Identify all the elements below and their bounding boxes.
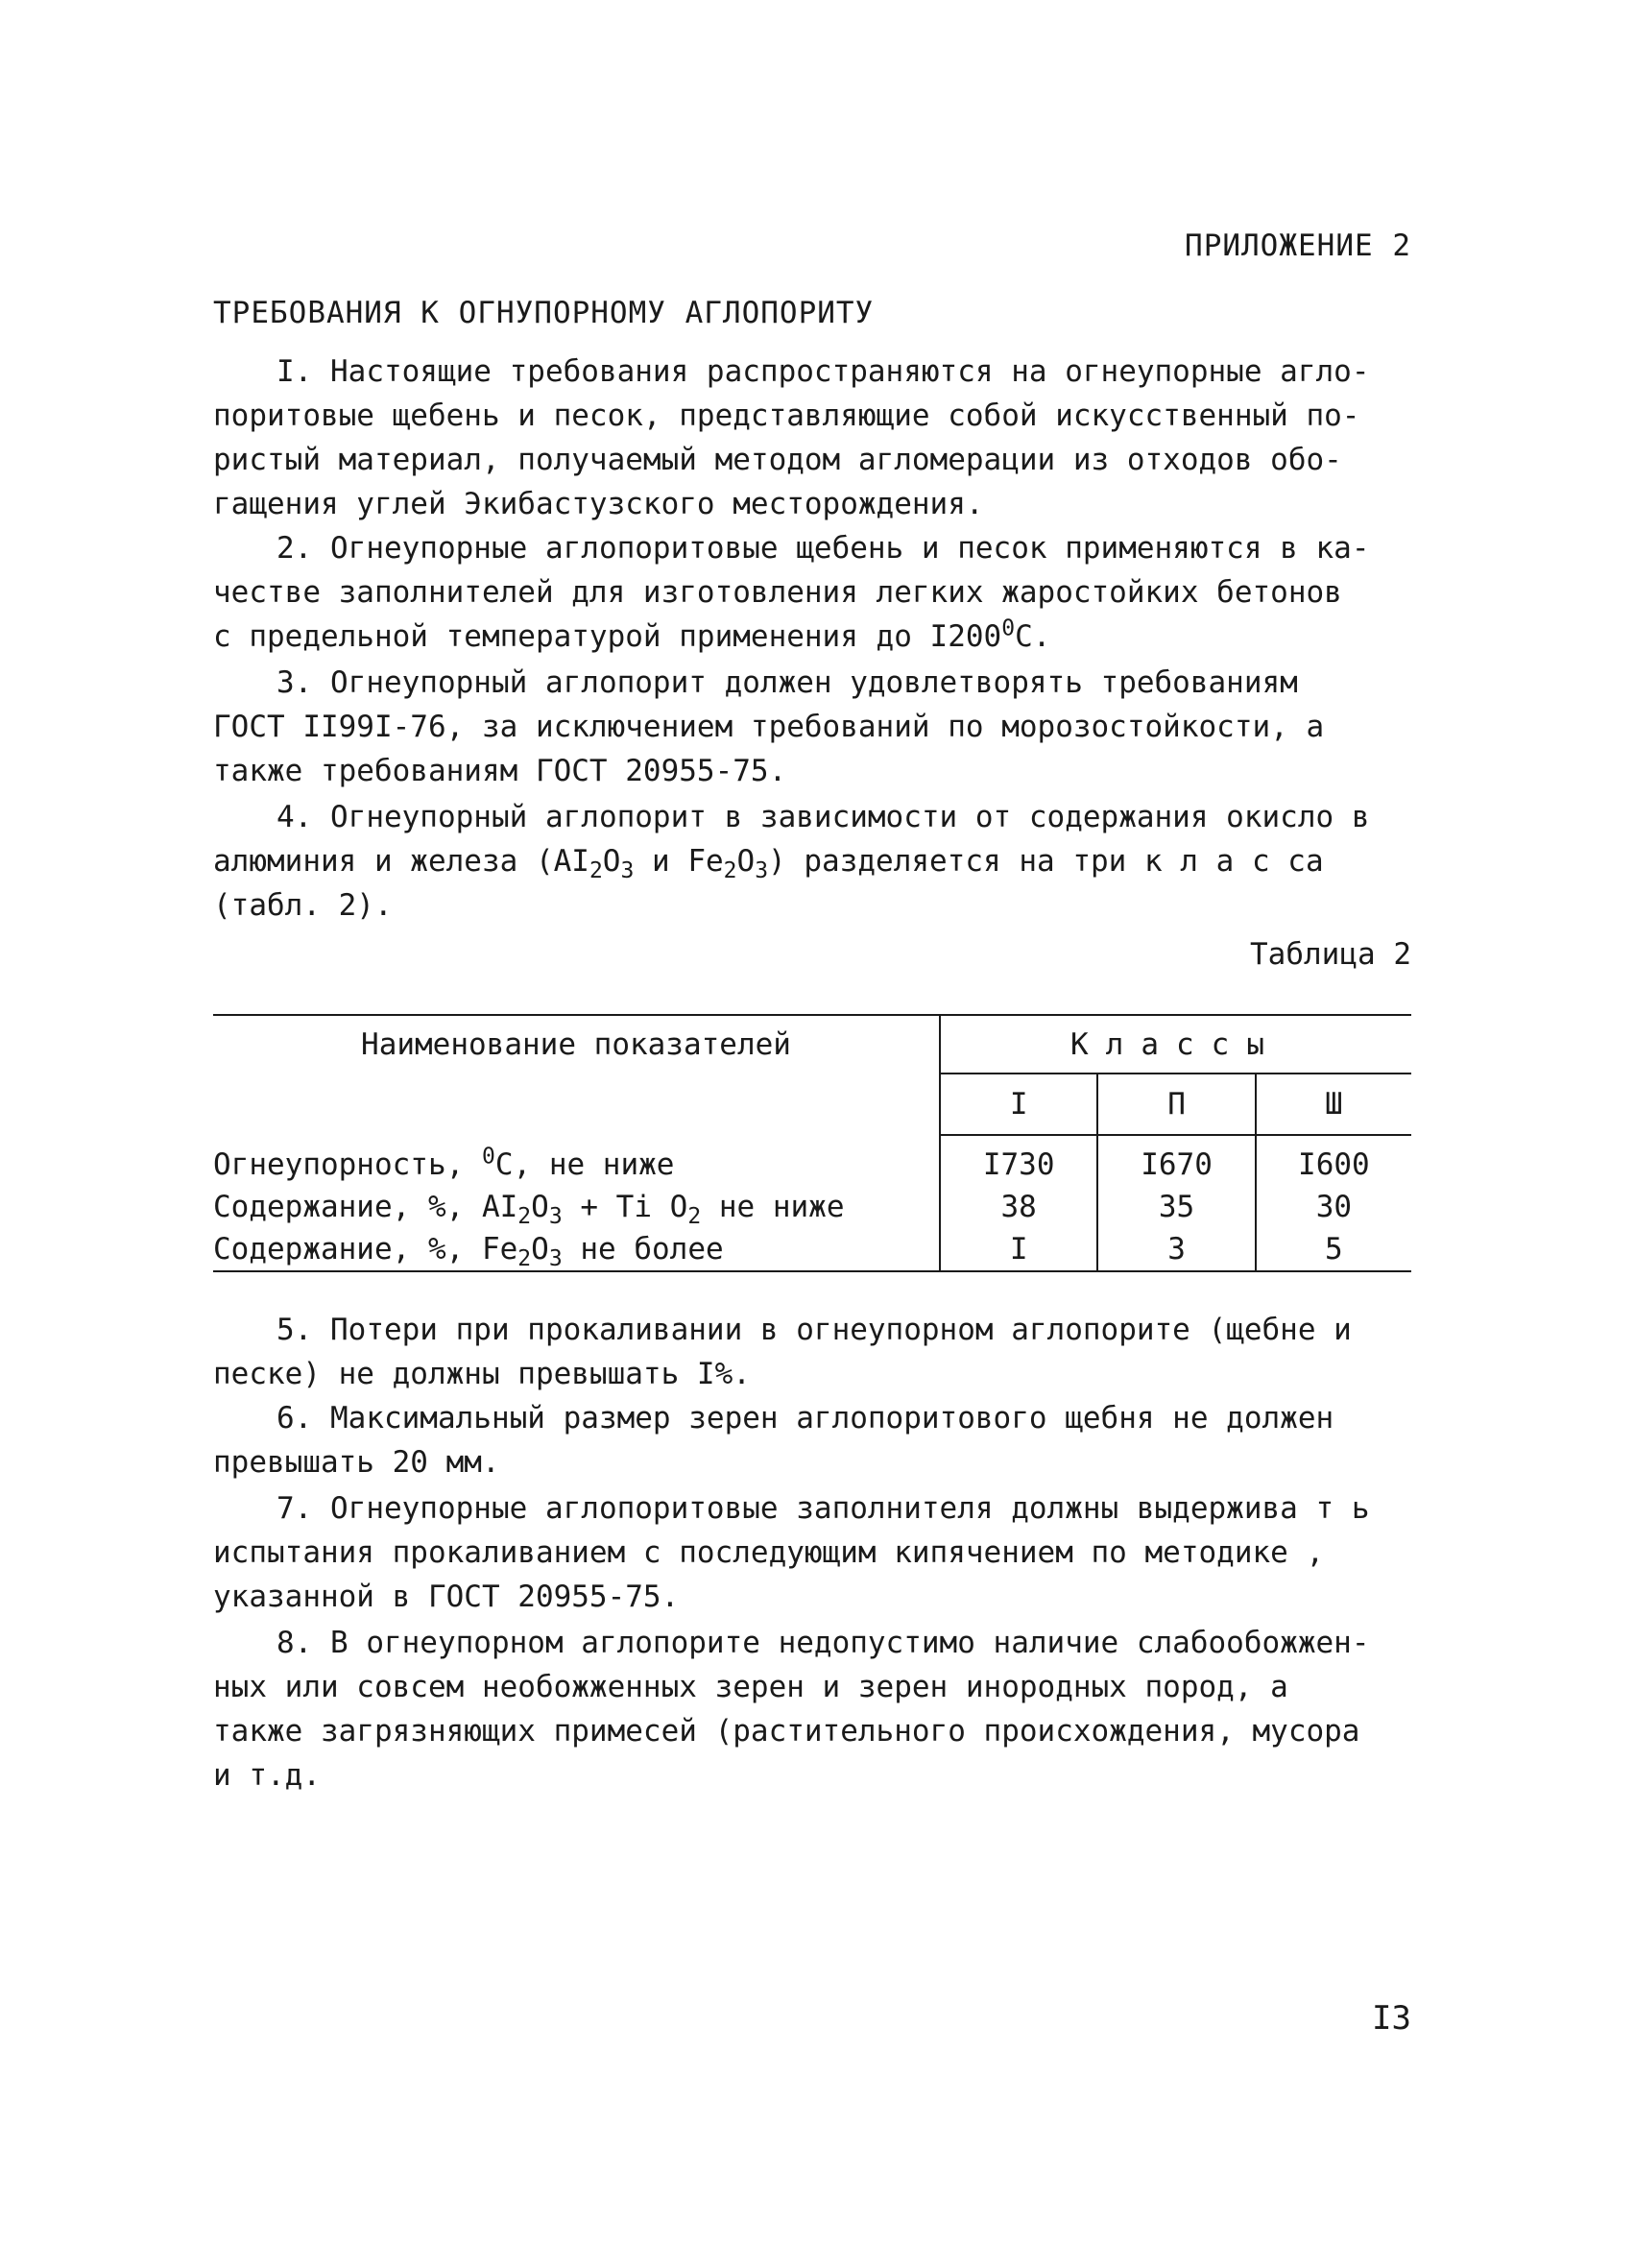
text-line: испытания прокаливанием с последующим кипячением по методике , — [213, 1535, 1325, 1570]
text-fragment: алюминия и железа (AI — [213, 844, 589, 879]
subscript: 3 — [620, 858, 635, 884]
subscript: 2 — [723, 858, 737, 884]
table-cell: I730 — [940, 1135, 1097, 1186]
text-line: ГОСТ II99I-76, за исключением требований по морозостойкости, а — [213, 710, 1325, 744]
text-line: также загрязняющих примесей (растительного происхождения, мусора — [213, 1714, 1360, 1749]
text-fragment: Содержание, %, Fe — [213, 1232, 518, 1267]
paragraph-6 — [213, 1396, 1411, 1484]
text-fragment: с предельной температурой применения до I200 — [213, 619, 1002, 654]
text-line: 5. Потери при прокаливании в огнеупорном аглопорите (щебне и — [276, 1313, 1352, 1347]
table-cell: 38 — [940, 1186, 1097, 1228]
subscript: 2 — [517, 1204, 532, 1230]
text-fragment: С. — [1015, 619, 1051, 654]
paragraph-7 — [213, 1486, 1411, 1619]
text-line: гащения углей Экибастузского месторождения. — [213, 487, 984, 521]
text-line: ных или совсем необожженных зерен и зерен инородных пород, а — [213, 1670, 1288, 1704]
text-line: 3. Огнеупорный аглопорит должен удовлетворять требованиям — [276, 665, 1298, 700]
text-fragment: и Fe — [634, 844, 724, 879]
text-line: поритовые щебень и песок, представляющие собой искусственный по- — [213, 398, 1360, 433]
text-line: превышать 20 мм. — [213, 1445, 500, 1480]
header-indicator-name: Наименование показателей — [213, 1015, 940, 1135]
paragraph-1 — [213, 350, 1411, 526]
text-line — [213, 839, 1411, 883]
subscript: 2 — [687, 1204, 702, 1230]
paragraph-5 — [213, 1308, 1411, 1396]
text-fragment: Огнеупорность, — [213, 1146, 482, 1182]
row-name-refractoriness — [213, 1135, 940, 1186]
text-line: 7. Огнеупорные аглопоритовые заполнителя должны выдержива т ь — [276, 1491, 1370, 1526]
text-line: указанной в ГОСТ 20955-75. — [213, 1580, 680, 1614]
text-line: и т.д. — [213, 1758, 321, 1793]
text-fragment: Содержание, %, AI — [213, 1190, 518, 1224]
text-fragment: O — [602, 844, 621, 879]
table-header-row — [213, 1015, 1411, 1074]
table-cell: I — [940, 1228, 1097, 1271]
table-cell: 30 — [1315, 1190, 1353, 1224]
row-name-fe2o3-content — [213, 1228, 940, 1271]
header-class-2: П — [1097, 1074, 1255, 1135]
text-line: 4. Огнеупорный аглопорит в зависимости от содержания окисло в — [276, 800, 1370, 834]
table-row — [213, 1228, 1411, 1271]
page-number: I3 — [1372, 1999, 1411, 2038]
text-line — [213, 615, 1411, 659]
header-class-1: I — [940, 1074, 1097, 1135]
text-line: песке) не должны превышать I%. — [213, 1357, 751, 1391]
text-fragment: ) разделяется на три к л а с са — [768, 844, 1324, 879]
text-fragment: + Ti O — [562, 1190, 688, 1224]
paragraph-3 — [213, 661, 1411, 793]
superscript: 0 — [481, 1144, 495, 1170]
subscript: 3 — [548, 1246, 563, 1272]
table-cell: 5 — [1256, 1228, 1411, 1271]
text-line: (табл. 2). — [213, 888, 393, 923]
text-fragment: С, не ниже — [494, 1146, 675, 1182]
text-line: 6. Максимальный размер зерен аглопоритового щебня не должен — [276, 1401, 1334, 1436]
table-cell: I600 — [1298, 1147, 1370, 1182]
text-line: 2. Огнеупорные аглопоритовые щебень и песок применяются в ка- — [276, 531, 1370, 566]
header-classes: Классы — [940, 1015, 1411, 1074]
document-title: ТРЕБОВАНИЯ К ОГНУПОРНОМУ АГЛОПОРИТУ — [213, 296, 875, 330]
text-fragment: не более — [562, 1232, 724, 1267]
table-cell: I670 — [1097, 1135, 1255, 1186]
paragraph-2 — [213, 526, 1411, 659]
subscript: 3 — [755, 858, 769, 884]
superscript: 0 — [1001, 615, 1016, 641]
text-line: I. Настоящие требования распространяются на огнеупорные агло- — [276, 354, 1370, 389]
appendix-label: ПРИЛОЖЕНИЕ 2 — [1185, 229, 1411, 263]
paragraph-8 — [213, 1621, 1411, 1798]
subscript: 3 — [548, 1204, 563, 1230]
table-cell: 3 — [1097, 1228, 1255, 1271]
text-line: ристый материал, получаемый методом агломерации из отходов обо- — [213, 443, 1342, 477]
table-caption: Таблица 2 — [1250, 937, 1411, 972]
text-line: честве заполнителей для изготовления легких жаростойких бетонов — [213, 575, 1342, 610]
paragraph-4 — [213, 795, 1411, 928]
table-row — [213, 1186, 1411, 1228]
table-row — [213, 1135, 1411, 1186]
table-cell: 35 — [1097, 1186, 1255, 1228]
text-fragment: O — [531, 1190, 549, 1224]
text-fragment: не ниже — [701, 1190, 845, 1224]
text-fragment: O — [736, 844, 756, 879]
requirements-table — [213, 1014, 1411, 1272]
header-class-3: Ш — [1256, 1074, 1411, 1135]
text-line: также требованиям ГОСТ 20955-75. — [213, 754, 787, 788]
row-name-al2o3-content — [213, 1186, 940, 1228]
subscript: 2 — [517, 1246, 532, 1272]
text-line: 8. В огнеупорном аглопорите недопустимо наличие слабообожжен- — [276, 1626, 1370, 1660]
subscript: 2 — [589, 858, 603, 884]
text-fragment: O — [531, 1232, 549, 1267]
